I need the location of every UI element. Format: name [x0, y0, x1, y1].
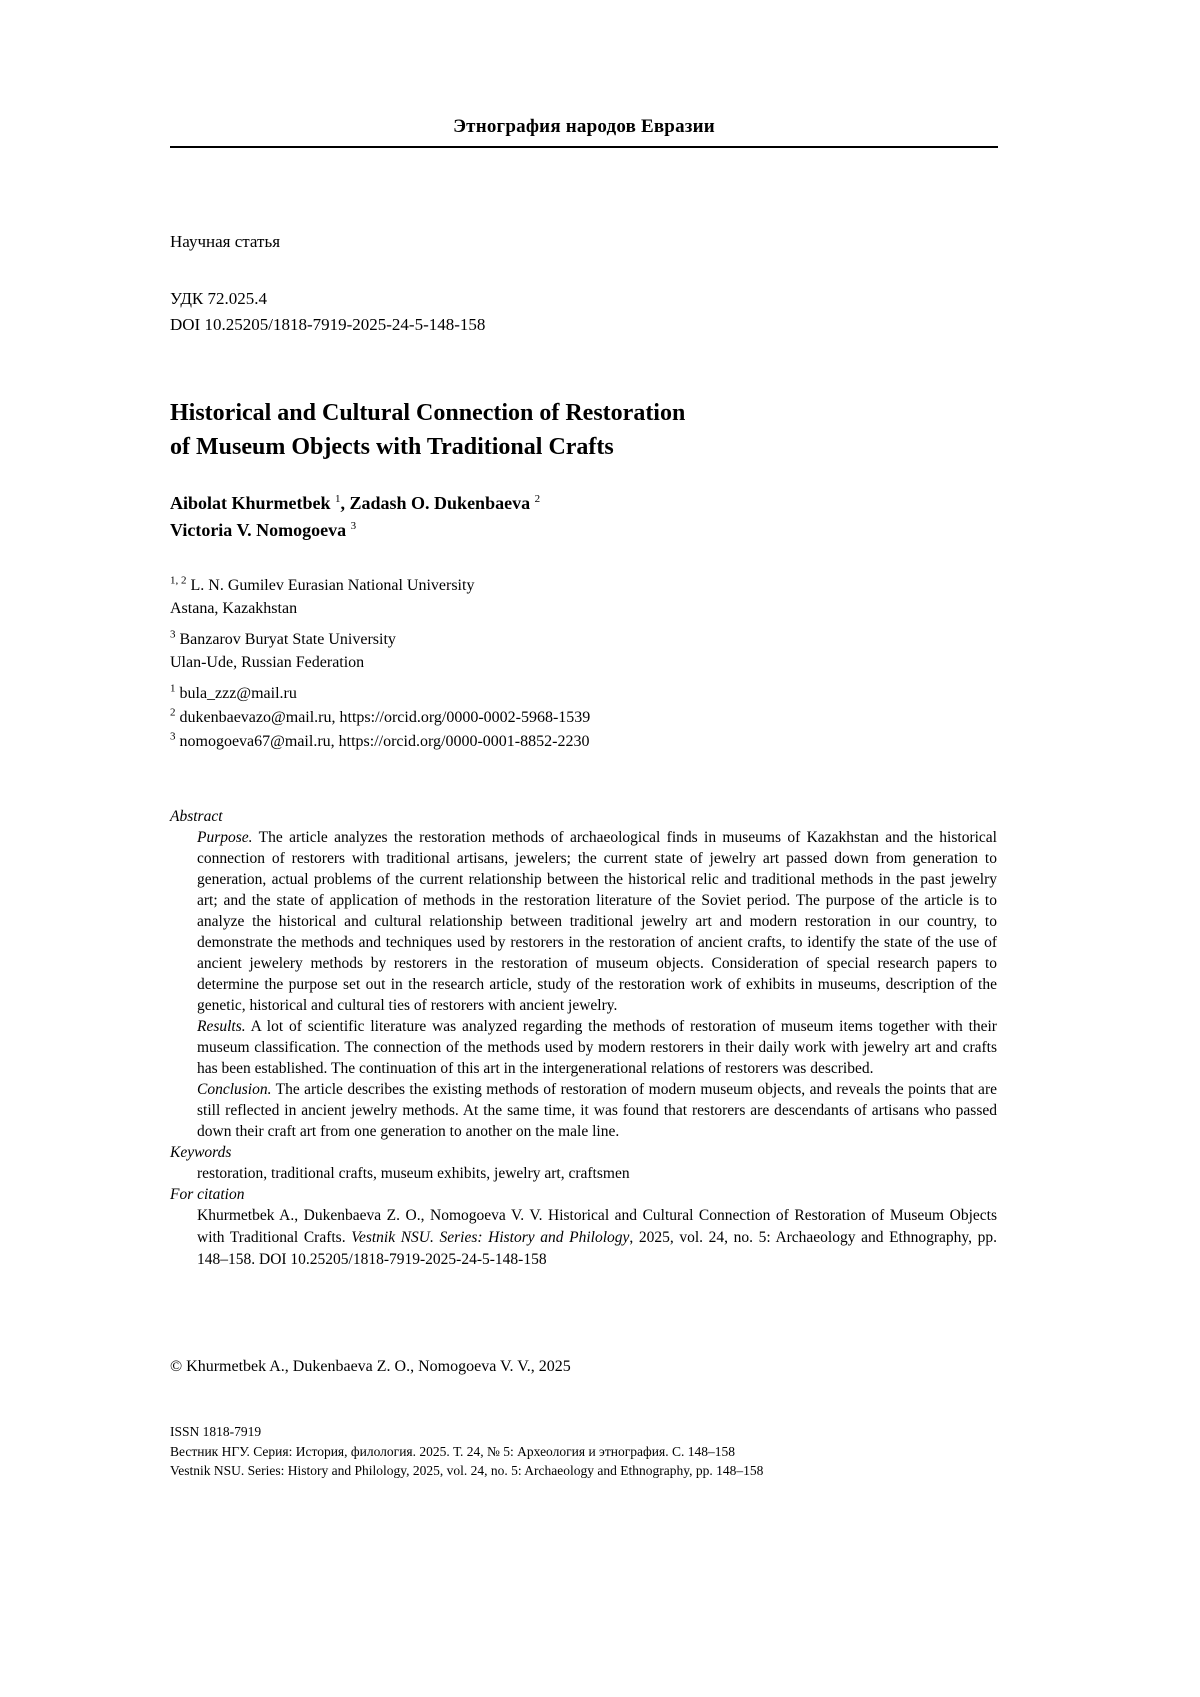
affiliations-block	[170, 574, 998, 754]
keywords-text: restoration, traditional crafts, museum exhibits, jewelry art, craftsmen	[197, 1165, 630, 1182]
results-label: Results.	[197, 1018, 246, 1035]
issn-line: ISSN 1818-7919	[170, 1424, 262, 1439]
author-2: Zadash O. Dukenbaeva	[349, 493, 531, 513]
email-3-sup: 3	[170, 730, 176, 743]
abstract-section	[170, 806, 998, 1271]
author-1-sup: 1	[335, 493, 341, 505]
affiliation-2-name: Banzarov Buryat State University	[179, 631, 396, 648]
citation-journal: Vestnik NSU. Series: History and Philology	[351, 1229, 630, 1246]
authors-line2	[170, 517, 998, 544]
abstract-results-paragraph	[197, 1016, 997, 1079]
affiliation-1-city: Astana, Kazakhstan	[170, 600, 298, 617]
citation-pre: Khurmetbek A., Dukenbaeva Z. O., Nomogoeva V. V. Historical and Cultural Connection of Restoration of Museum Objects with Traditional Crafts.	[197, 1207, 997, 1246]
authors-line1	[170, 490, 998, 517]
citation-paragraph	[197, 1205, 997, 1271]
authors-block	[170, 490, 998, 544]
affiliation-2-city: Ulan-Ude, Russian Federation	[170, 654, 365, 671]
conclusion-text: The article describes the existing methods of restoration of modern museum objects, and reveals the points that are still reflected in ancient jewelry methods. At the same time, it was found that restorers are descendants of artisans who passed down their craft art from one generation to another on the male line.	[197, 1081, 997, 1140]
header-rule	[170, 146, 998, 148]
abstract-heading: Abstract	[170, 808, 223, 825]
citation-post: , 2025, vol. 24, no. 5: Archaeology and Ethnography, pp. 148–158. DOI 10.25205/1818-7919-2025-24-5-148-158	[197, 1229, 998, 1268]
article-title	[170, 396, 998, 464]
email-1: bula_zzz@mail.ru	[179, 685, 297, 702]
email-2-sup: 2	[170, 706, 176, 719]
email-1-line	[170, 682, 998, 706]
abstract-conclusion-paragraph	[197, 1079, 997, 1142]
author-3: Victoria V. Nomogoeva	[170, 520, 347, 540]
affiliation-2	[170, 628, 998, 674]
purpose-label: Purpose.	[197, 829, 253, 846]
footer-line-en: Vestnik NSU. Series: History and Philology, 2025, vol. 24, no. 5: Archaeology and Ethnography, pp. 148–158	[170, 1463, 764, 1478]
author-separator: ,	[340, 493, 350, 513]
author-1: Aibolat Khurmetbek	[170, 493, 331, 513]
conclusion-label: Conclusion.	[197, 1081, 272, 1098]
footer-line-ru: Вестник НГУ. Серия: История, филология. 2025. Т. 24, № 5: Археология и этнография. С. 148–158	[170, 1443, 735, 1459]
author-3-sup: 3	[350, 520, 357, 532]
page-content	[170, 0, 998, 1271]
abstract-purpose-paragraph	[197, 827, 997, 1016]
email-2-and-orcid: dukenbaevazo@mail.ru, https://orcid.org/0000-0002-5968-1539	[179, 709, 591, 726]
doi-line: DOI 10.25205/1818-7919-2025-24-5-148-158	[170, 315, 486, 334]
udk-doi-block	[170, 286, 998, 338]
article-title-line1: Historical and Cultural Connection of Restoration	[170, 400, 686, 426]
journal-footer	[170, 1422, 763, 1481]
copyright-line: © Khurmetbek A., Dukenbaeva Z. O., Nomogoeva V. V., 2025	[170, 1358, 571, 1375]
for-citation-heading: For citation	[170, 1186, 245, 1203]
affiliation-1-name: L. N. Gumilev Eurasian National University	[190, 577, 475, 594]
udk-line: УДК 72.025.4	[170, 289, 268, 308]
email-1-sup: 1	[170, 682, 176, 695]
purpose-text: The article analyzes the restoration methods of archaeological finds in museums of Kazakhstan and the historical connection of restorers with traditional artisans, jewelers; the current state of jewelry art passed down from generation to generation, actual problems of the current relationship between the historical relic and traditional methods in the past jewelry art; and the state of application of methods in the restoration literature of the Soviet period. The purpose of the article is to analyze the historical and cultural relationship between traditional jewelry art and modern restoration in our country, to demonstrate the methods and techniques used by restorers in the restoration of ancient crafts, to identify the state of the use of ancient jewelery methods by restorers in the restoration of museum objects. Consideration of special research papers to determine the purpose set out in the research article, study of the restoration work of exhibits in museums, description of the genetic, historical and cultural ties of restorers with ancient jewelry.	[197, 829, 997, 1014]
affiliation-2-sup: 3	[170, 628, 176, 641]
email-3-and-orcid: nomogoeva67@mail.ru, https://orcid.org/0000-0001-8852-2230	[179, 733, 590, 750]
email-2-line	[170, 706, 998, 730]
affiliation-1-sup: 1, 2	[170, 574, 187, 587]
article-type-label: Научная статья	[170, 232, 281, 251]
email-3-line	[170, 730, 998, 754]
affiliation-1	[170, 574, 998, 620]
author-2-sup: 2	[534, 493, 541, 505]
keywords-heading: Keywords	[170, 1144, 232, 1161]
running-head: Этнография народов Евразии	[453, 116, 715, 137]
author-emails	[170, 682, 998, 754]
article-title-line2: of Museum Objects with Traditional Crafts	[170, 434, 614, 460]
results-text: A lot of scientific literature was analyzed regarding the methods of restoration of museum items together with their museum classification. The connection of the methods used by modern restorers in their daily work with jewelry art and crafts has been established. The continuation of this art in the intergenerational relations of restorers was described.	[197, 1018, 997, 1077]
